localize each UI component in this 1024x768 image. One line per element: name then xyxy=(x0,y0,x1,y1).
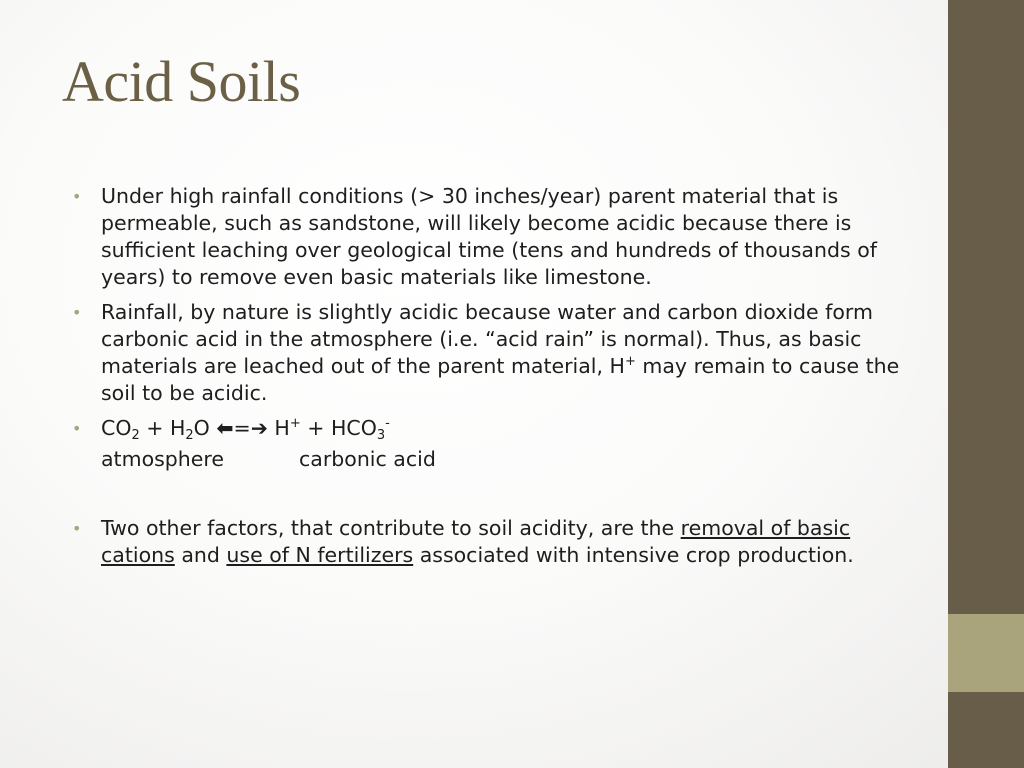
bullet-text: Under high rainfall conditions (> 30 inches/year) parent material that is permeable, such as sandstone, will likely become acidic because there is sufficient leaching over geological time (tens and hundreds of thousands of years) to remove even basic materials like limestone. xyxy=(101,184,877,289)
h-plus-superscript: + xyxy=(624,354,636,369)
bullet-icon: • xyxy=(72,419,82,438)
equation: $CO_2 + H_2O$ ⬅=➔ $H^+ + HCO_3^-$ xyxy=(101,416,390,443)
bullet-icon: • xyxy=(72,187,82,206)
slide-title: Acid Soils xyxy=(62,49,301,114)
equation-labels xyxy=(72,446,902,473)
equation-label-carbonic-acid: carbonic acid xyxy=(299,447,436,471)
list-item xyxy=(72,183,902,291)
underlined-removal-basic-cations: removal of basic cations xyxy=(101,516,851,567)
arrow-left-icon: ⬅ xyxy=(216,416,234,440)
underlined-n-fertilizers: use of N fertilizers xyxy=(226,543,414,567)
sidebar-accent-block xyxy=(948,614,1024,692)
decorative-sidebar xyxy=(948,0,1024,768)
list-item xyxy=(72,299,902,407)
slide-content xyxy=(72,183,902,577)
list-item-equation xyxy=(72,415,902,442)
equation-label-atmosphere: atmosphere xyxy=(101,447,224,471)
bullet-list xyxy=(72,183,902,442)
bullet-text: Rainfall, by nature is slightly acidic because water and carbon dioxide form carbonic acid in the atmosphere (i.e. “acid rain” is normal). Thus, as basic materials are leached out of the parent material, H xyxy=(101,300,873,378)
arrow-right-icon: ➔ xyxy=(250,416,268,440)
list-item: • Two other factors, that contribute to soil acidity, are the removal of basic cations and use of N fertilizers associated with intensive crop production. xyxy=(72,516,854,567)
bullet-list-2 xyxy=(72,515,902,569)
bullet-text-continued: may remain to cause the soil to be acidic. xyxy=(101,354,900,405)
bullet-icon: • xyxy=(72,303,82,322)
bullet-icon: • xyxy=(72,519,82,538)
